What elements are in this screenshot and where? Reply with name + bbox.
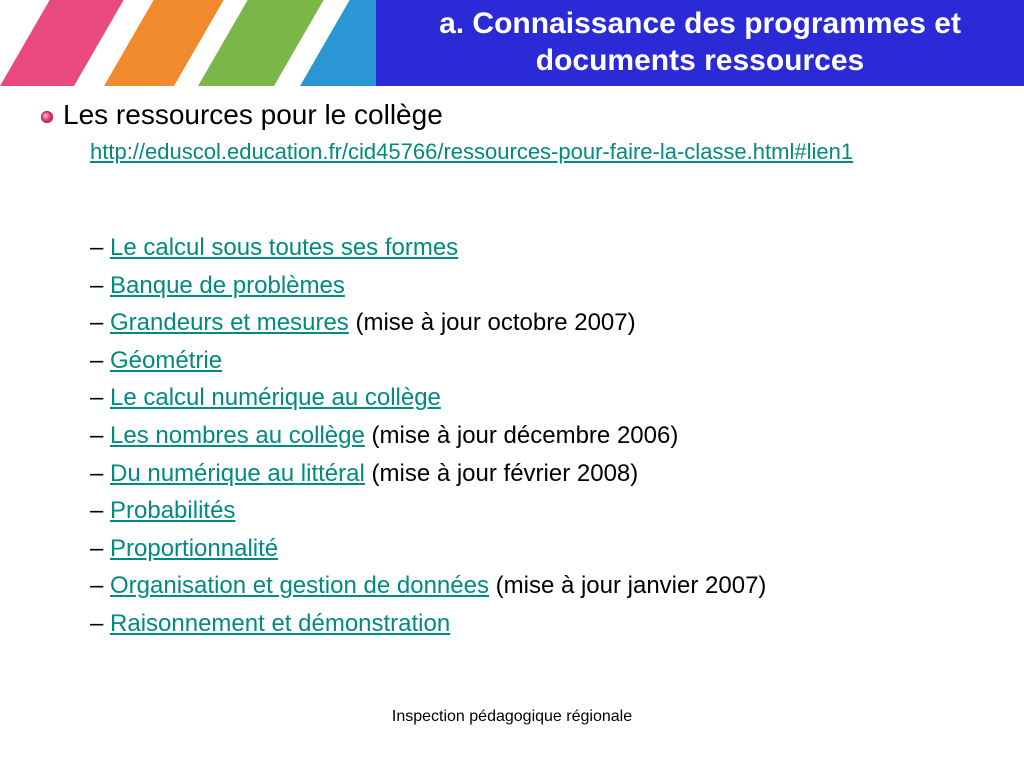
list-item	[90, 530, 766, 568]
dash: –	[90, 534, 111, 562]
list-item	[90, 567, 766, 605]
update-note: (mise à jour janvier 2007)	[488, 572, 767, 600]
title-bar	[376, 0, 1024, 86]
dash: –	[90, 234, 111, 261]
bullet-swirl-icon	[41, 111, 53, 123]
list-item	[90, 267, 766, 305]
resource-link[interactable]: Organisation et gestion de données	[110, 572, 489, 600]
bullet-text: Les ressources pour le collège	[63, 99, 443, 130]
resource-link[interactable]: Les nombres au collège	[110, 421, 365, 449]
list-item	[90, 417, 766, 455]
slide-title-line-1: a. Connaissance des programmes et	[439, 6, 961, 40]
dash: –	[90, 609, 111, 637]
stripe-pink	[0, 0, 124, 86]
resource-link[interactable]: Grandeurs et mesures	[110, 309, 349, 337]
dash: –	[90, 384, 111, 412]
decorative-stripes	[0, 0, 376, 86]
resource-link[interactable]: Géométrie	[110, 346, 223, 374]
update-note: (mise à jour octobre 2007)	[348, 309, 636, 337]
dash: –	[90, 572, 111, 600]
resource-list	[90, 229, 766, 643]
dash: –	[90, 271, 111, 299]
update-note: (mise à jour février 2008)	[364, 459, 639, 487]
list-item	[90, 492, 766, 530]
stripe-green	[198, 0, 324, 86]
resource-link[interactable]: Raisonnement et démonstration	[110, 609, 451, 637]
dash: –	[90, 459, 111, 487]
resource-link[interactable]: Le calcul sous toutes ses formes	[110, 234, 459, 261]
bullet-row	[41, 98, 443, 132]
list-item	[90, 342, 766, 380]
dash: –	[90, 346, 111, 374]
slide-title-line-2: documents ressources	[535, 43, 865, 77]
slide-title	[439, 5, 961, 79]
resource-link[interactable]: Probabilités	[110, 497, 236, 525]
dash: –	[90, 421, 111, 449]
update-note: (mise à jour décembre 2006)	[364, 421, 679, 449]
dash: –	[90, 497, 111, 525]
list-item	[90, 455, 766, 493]
slide-footer: Inspection pédagogique régionale	[391, 708, 633, 725]
list-item	[90, 379, 766, 417]
dash: –	[90, 309, 111, 337]
resource-link[interactable]: Banque de problèmes	[110, 271, 345, 299]
list-item	[90, 304, 766, 342]
list-item	[90, 605, 766, 643]
list-item	[90, 229, 766, 267]
resource-link[interactable]: Du numérique au littéral	[110, 459, 365, 487]
eduscol-resources-link[interactable]: http://eduscol.education.fr/cid45766/ressources-pour-faire-la-classe.html#lien1	[90, 139, 854, 164]
resource-link[interactable]: Proportionnalité	[110, 534, 279, 562]
resource-link[interactable]: Le calcul numérique au collège	[110, 384, 441, 412]
